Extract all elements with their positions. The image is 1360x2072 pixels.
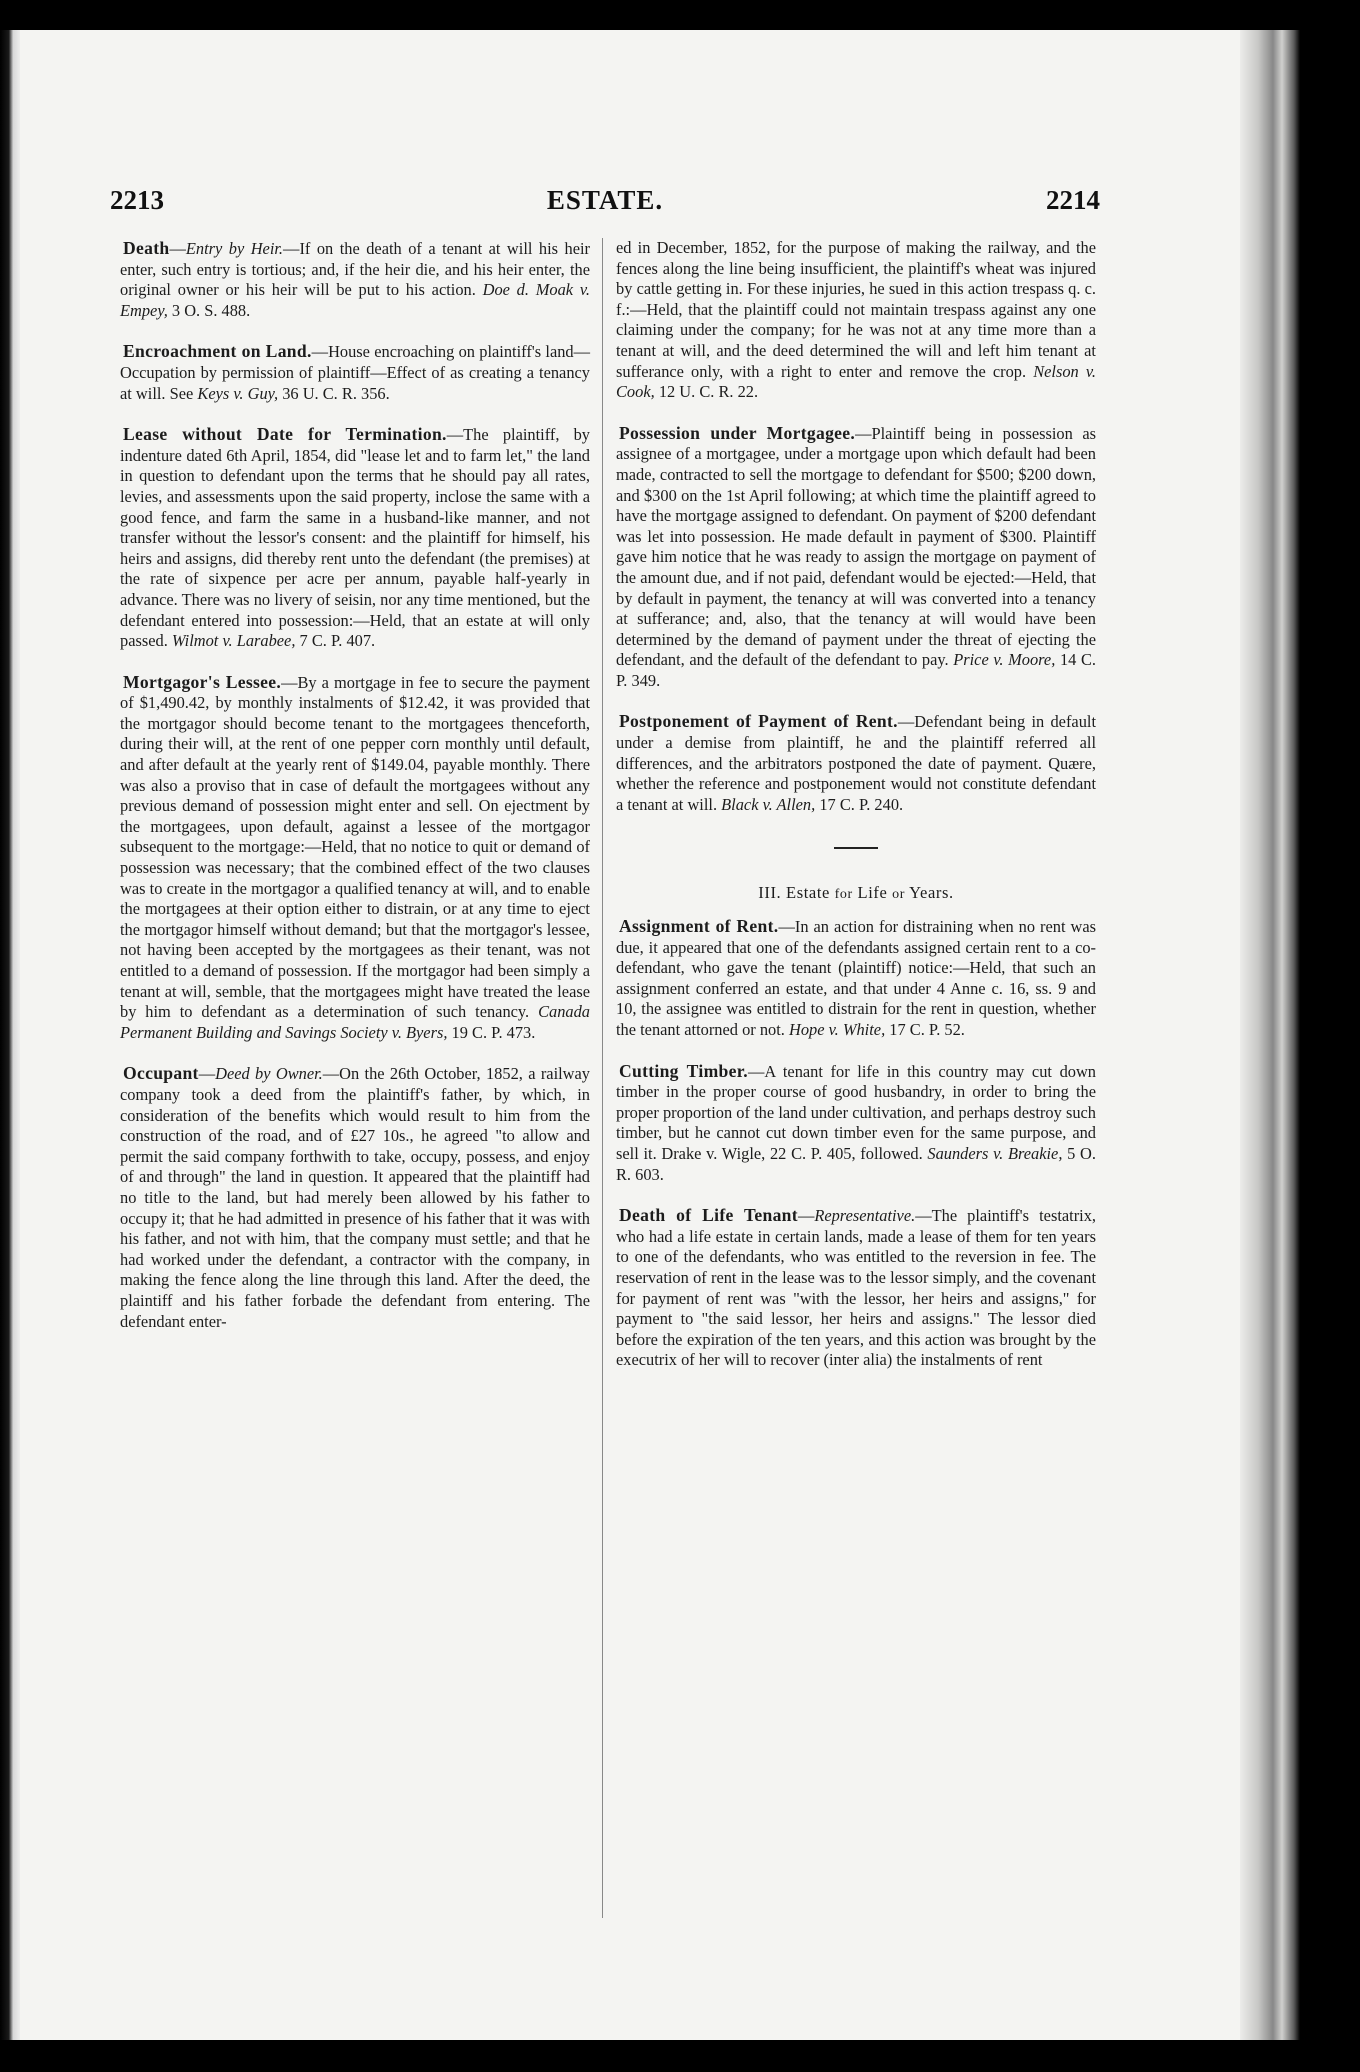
page-title: ESTATE. [546, 185, 664, 215]
entry-death-of-life-tenant: Death of Life Tenant—Representative.—The plaintiff's testatrix, who had a life estate in certain lands, made a lease of them for ten years to one of the defendants, who was entitled to the reversion in fee. The reservation of rent in the lease was to the lessor simply, and the covenant for payment of rent was "with the lessor, her heirs and assigns," for payment to "the said lessor, her heirs and assigns." The lessor died before the expiration of the ten years, and this action was brought by the executrix of her will to recover (inter alia) the instalments of rent [616, 1205, 1097, 1370]
section-word: Years. [909, 883, 954, 903]
entry-subheading: Deed by Owner. [215, 1064, 323, 1084]
entry-citation-ref: 17 C. P. 240. [819, 794, 904, 814]
entry-heading: Encroachment on Land. [123, 341, 312, 362]
entry-citation-ref: 19 C. P. 473. [451, 1022, 536, 1042]
entry-citation-case: Wilmot v. Larabee, [171, 631, 296, 651]
entry-death: Death—Entry by Heir.—If on the death of a tenant at will his heir enter, such entry is tortious; and, if the heir die, and his heir enter, the original owner or his heir will be put to his action. Doe d. Moak v. Empey, 3 O. S. 488. [120, 238, 591, 320]
entry-citation-ref: 17 C. P. 52. [889, 1020, 965, 1039]
entry-citation-ref: 12 U. C. R. 22. [658, 382, 759, 402]
entry-assignment-of-rent [616, 916, 1096, 1041]
entry-body: —On the 26th October, 1852, a railway company took a deed from the plaintiff's father, by which, in consideration of the benefits which would result to him from the construction of the road, and of £27 10s., he agreed "to allow and permit the said company forthwith to take, occupy, possess, and enjoy of and through" the land in question. It appeared that the plaintiff had no title to the land, but had merely been allowed by his father to occupy it; that he had admitted in presence of his father that it was with his father, and not with him, that the company must settle; and that he had worked under the defendant, a contractor with the company, in making the fence along the line through this land. After the deed, the plaintiff and his father forbade the defendant from entering. The defendant enter- [120, 1064, 590, 1331]
entry-subheading: Entry by Heir. [185, 239, 284, 258]
entry-body: —Plaintiff being in possession as assignee of a mortgagee, under a mortgage upon which default had been made, contracted to sell the mortgage to defendant for $500; $200 down, and $300 on the 1st April following; at which time the plaintiff agreed to have the mortgage assigned to defendant. On payment of $200 defendant was let into possession. He made default in payment of $300. Plaintiff gave him notice that he was ready to assign the mortgage on payment of the amount due, and if not paid, defendant would be ejected:—Held, that by default in payment, the tenancy at will was converted into a tenancy at sufferance; and, also, that the tenancy at will would have been determined by the demand of payment under the threat of ejecting the defendant, and the default of the defendant to pay. [616, 423, 1096, 670]
entry-body: —A tenant for life in this country may cut down timber in the proper course of good husbandry, in order to bring the proper proportion of the land under cultivation, and perhaps destroy such timber, but he cannot cut down timber even for the same purpose, and sell it. Drake v. Wigle, 22 C. P. 405, followed. [616, 1061, 1097, 1163]
section-word: Life [857, 883, 888, 903]
entry-cutting-timber [616, 1061, 1096, 1186]
page-stack-edge [1240, 30, 1300, 2040]
entry-body: —Defendant being in default under a demise from plaintiff, he and the plaintiff referred all differences, and the arbitrators postponed the date of payment. Quære, whether the reference and postponement would not constitute defendant a tenant at will. [616, 712, 1096, 814]
section-word: or [892, 887, 906, 903]
entry-heading: Postponement of Payment of Rent. [619, 711, 898, 732]
section-numeral: III. [758, 883, 782, 903]
entry-citation-ref: 7 C. P. 407. [299, 631, 376, 651]
page-number-left: 2213 [110, 185, 164, 215]
entry-citation-case: Price v. Moore, [953, 650, 1056, 670]
entry-heading: Possession under Mortgagee. [619, 422, 856, 443]
entry-possession-under-mortgagee [616, 423, 1096, 692]
entry-heading: Lease without Date for Termination. [123, 424, 447, 445]
left-column [120, 238, 590, 1352]
entry-heading: Death [123, 238, 170, 258]
entry-body: ed in December, 1852, for the purpose of making the railway, and the fences along the line being insufficient, the plaintiff's wheat was injured by cattle getting in. For these injuries, he sued in this action trespass q. c. f.:—Held, that the plaintiff could not maintain trespass against any one claiming under the company; for he was not at any time more than a tenant at will, and the deed determined the will and left him tenant at sufferance only, with a right to enter and remove the crop. [616, 238, 1096, 381]
entry-citation-ref: 3 O. S. 488. [171, 300, 251, 320]
entry-body: —By a mortgage in fee to secure the payment of $1,490.42, by monthly instalments of $12.42, it was provided that the mortgagor should become tenant to the mortgagees thenceforth, during their will, at the rent of one pepper corn monthly until default, and after default at the yearly rent of $149.04, payable monthly. There was also a proviso that in case of default the mortgagees without any previous demand of possession might enter and sell. On ejectment by the mortgagees, upon default, against a lessee of the mortgagor subsequent to the mortgage:—Held, that no notice to quit or demand of possession was necessary; that the combined effect of the two clauses was to create in the mortgagor a qualified tenancy at will, and to enable the mortgagees at their option either to distrain, or at any time to eject the mortgagor himself without demand; but that the mortgagor's lessee, not having been accepted by the mortgagees as their tenant, was not entitled to a demand of possession. If the mortgagor had been simply a tenant at will, semble, that the mortgagees might have treated the lease by him to defendant as a determination of such tenancy. [120, 672, 590, 1022]
entry-encroachment [120, 341, 590, 404]
entry-citation-ref: 5 O. R. 603. [616, 1143, 1096, 1184]
section-heading [616, 883, 1096, 906]
entry-citation-case: Doe d. Moak v. Empey, [120, 280, 590, 320]
entry-citation-case: Saunders v. Breakie, [927, 1143, 1063, 1163]
entry-heading: Cutting Timber. [619, 1060, 748, 1081]
entry-heading: Assignment of Rent. [619, 916, 779, 937]
entry-lease-without-date [120, 424, 590, 652]
entry-heading: Death of Life Tenant [619, 1205, 798, 1226]
entry-occupant-continued [616, 238, 1096, 403]
section-word: Estate [786, 883, 830, 903]
section-rule [834, 847, 878, 849]
running-header [110, 185, 1100, 225]
entry-subheading: Representative. [814, 1206, 916, 1226]
entry-body: —The plaintiff's testatrix, who had a life estate in certain lands, made a lease of them for ten years to one of the defendants, who was entitled to the reversion in fee. The reservation of rent in the lease was to the lessor simply, and the covenant for payment of rent was "with the lessor, her heirs and assigns," for payment to "the said lessor, her heirs and assigns." The lessor died before the expiration of the ten years, and this action was brought by the executrix of her will to recover (inter alia) the instalments of rent [616, 1206, 1097, 1370]
entry-heading: Occupant [123, 1063, 199, 1084]
book-gutter-edge [0, 30, 22, 2040]
entry-citation-case: Keys v. Guy, [197, 383, 279, 403]
entry-citation-ref: 14 C. P. 349. [616, 650, 1096, 690]
entry-citation-case: Hope v. White, [788, 1020, 886, 1039]
entry-citation-case: Nelson v. Cook, [616, 361, 1096, 402]
entry-heading: Mortgagor's Lessee. [123, 671, 282, 692]
right-column [616, 238, 1096, 1391]
section-word: for [834, 887, 853, 903]
entry-occupant: Occupant—Deed by Owner.—On the 26th October, 1852, a railway company took a deed from the plaintiff's father, by which, in consideration of the benefits which would result to him from the construction of the road, and of £27 10s., he agreed "to allow and permit the said company forthwith to take, occupy, possess, and enjoy of and through" the land in question. It appeared that the plaintiff had no title to the land, but had merely been allowed by his father to occupy it; that he had admitted in presence of his father that it was with his father, and not with him, that the company must settle; and that he had worked under the defendant, a contractor with the company, in making the fence along the line through this land. After the deed, the plaintiff and his father forbade the defendant from entering. The defendant enter- [120, 1063, 590, 1331]
entry-citation-case: Black v. Allen, [721, 794, 816, 814]
entry-body: —The plaintiff, by indenture dated 6th April, 1854, did "lease let and to farm let," the land in question to defendant upon the terms that he should pay all rates, levies, and assessments upon the said property, inclose the same with a good fence, and farm the same in a husband-like manner, and not transfer without the lessor's consent: and the plaintiff for himself, his heirs and assigns, did thereby rent unto the defendant (the premises) at the rate of sixpence per acre per annum, payable half-yearly in advance. There was no livery of seisin, nor any time mentioned, but the defendant entered into possession:—Held, that an estate at will only passed. [120, 425, 591, 651]
entry-body: —House encroaching on plaintiff's land—Occupation by permission of plaintiff—Effect of as creating a tenancy at will. See [120, 342, 590, 403]
entry-mortgagors-lessee [120, 672, 590, 1044]
entry-postponement-of-payment [616, 711, 1096, 815]
entry-citation-ref: 36 U. C. R. 356. [282, 383, 390, 403]
entry-body: —In an action for distraining when no rent was due, it appeared that one of the defendants assigned certain rent to a co-defendant, who gave the tenant (plaintiff) notice:—Held, that such an assignment conferred an estate, and that under 4 Anne c. 16, ss. 9 and 10, the assignee was entitled to distrain for the rent in question, whether the tenant attorned or not. [616, 917, 1096, 1039]
entry-body: —If on the death of a tenant at will his heir enter, such entry is tortious; and, if the heir die, and his heir enter, the original owner or his heir will be put to his action. [120, 239, 591, 300]
column-divider [602, 238, 603, 1918]
page-number-right: 2214 [1046, 185, 1100, 215]
entry-citation-case: Canada Permanent Building and Savings Society v. Byers, [120, 1002, 590, 1042]
